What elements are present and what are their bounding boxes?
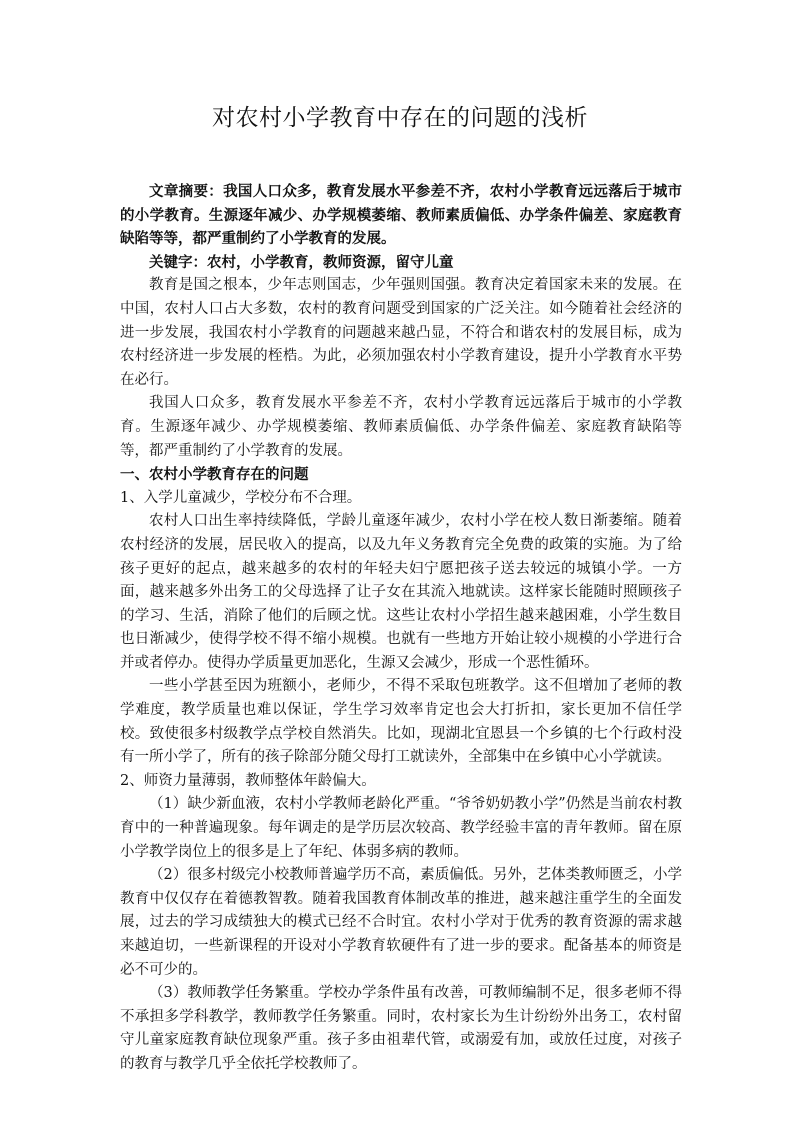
abstract-label: 文章摘要： [149, 183, 224, 200]
section-heading-1: 一、农村小学教育存在的问题 [120, 466, 309, 484]
keywords-label: 关键字： [149, 253, 207, 271]
intro-paragraph-2: 我国人口众多，教育发展水平参差不齐，农村小学教育远远落后于城市的小学教育。生源逐年减少、办学规模萎缩、教师素质偏低、办学条件偏差、家庭教育缺陷等等，都严重制约了小学教育的发展。 [120, 395, 682, 459]
keywords-paragraph [120, 251, 682, 275]
page-title: 对农村小学教育中存在的问题的浅析 [212, 105, 588, 131]
document-body [120, 180, 682, 1077]
abstract-text: 我国人口众多，教育发展水平参差不齐，农村小学教育远远落后于城市的小学教育。生源逐年减少、办学规模萎缩、教师素质偏低、办学条件偏差、家庭教育缺陷等等，都严重制约了小学教育的发展。 [120, 183, 683, 248]
intro-paragraph-1: 教育是国之根本，少年志则国志，少年强则国强。教育决定着国家未来的发展。在中国，农村人口占大多数，农村的教育问题受到国家的广泛关注。如今随着社会经济的进一步发展，我国农村小学教育的问题越来越凸显，不符合和谐农村的发展目标，成为农村经济进一步发展的桎梏。为此，必须加强农村小学教育建设，提升小学教育水平势在必行。 [120, 277, 682, 388]
body-paragraph: （1）缺少新血液，农村小学教师老龄化严重。“爷爷奶奶教小学”仍然是当前农村教育中的一种普遍现象。每年调走的是学历层次较高、教学经验丰富的青年教师。留在原小学教学岗位上的很多是上了年纪、体弱多病的教师。 [120, 796, 682, 860]
abstract-paragraph [120, 180, 682, 251]
body-paragraph: 农村人口出生率持续降低，学龄儿童逐年减少，农村小学在校人数日渐萎缩。随着农村经济的发展，居民收入的提高，以及九年义务教育完全免费的政策的实施。为了给孩子更好的起点，越来越多的农村的年轻夫妇宁愿把孩子送去较远的城镇小学。一方面，越来越多外出务工的父母选择了让子女在其流入地就读。这样家长能随时照顾孩子的学习、生活，消除了他们的后顾之忧。这些让农村小学招生越来越困难，小学生数目也日渐减少，使得学校不得不缩小规模。也就有一些地方开始让较小规模的小学进行合并或者停办。使得办学质量更加恶化，生源又会减少，形成一个恶性循环。 [120, 513, 682, 671]
subsection-heading-1: 1、入学儿童减少，学校分布不合理。 [120, 489, 362, 506]
body-paragraph: （2）很多村级完小校教师普遍学历不高，素质偏低。另外，艺体类教师匮乏，小学教育中仅仅存在着德教智教。随着我国教育体制改革的推进，越来越注重学生的全面发展，过去的学习成绩独大的模式已经不合时宜。农村小学对于优秀的教育资源的需求越来越迫切，一些新课程的开设对小学教育软硬件有了进一步的要求。配备基本的师资是必不可少的。 [120, 867, 682, 978]
keywords-text: 农村，小学教育，教师资源，留守儿童 [207, 253, 454, 271]
body-paragraph: （3）教师教学任务繁重。学校办学条件虽有改善，可教师编制不足，很多老师不得不承担多学科教学，教师教学任务繁重。同时，农村家长为生计纷纷外出务工，农村留守儿童家庭教育缺位现象严重。孩子多由祖辈代管，或溺爱有加，或放任过度，对孩子的教育与教学几乎全依托学校教师了。 [120, 985, 682, 1072]
body-paragraph: 一些小学甚至因为班额小，老师少，不得不采取包班教学。这不但增加了老师的教学难度，教学质量也难以保证，学生学习效率肯定也会大打折扣，家长更加不信任学校。致使很多村级教学点学校自然消失。比如，现湖北宜恩县一个乡镇的七个行政村没有一所小学了，所有的孩子除部分随父母打工就读外，全部集中在乡镇中心小学就读。 [120, 678, 682, 766]
subsection-heading-2: 2、师资力量薄弱，教师整体年龄偏大。 [120, 772, 376, 789]
